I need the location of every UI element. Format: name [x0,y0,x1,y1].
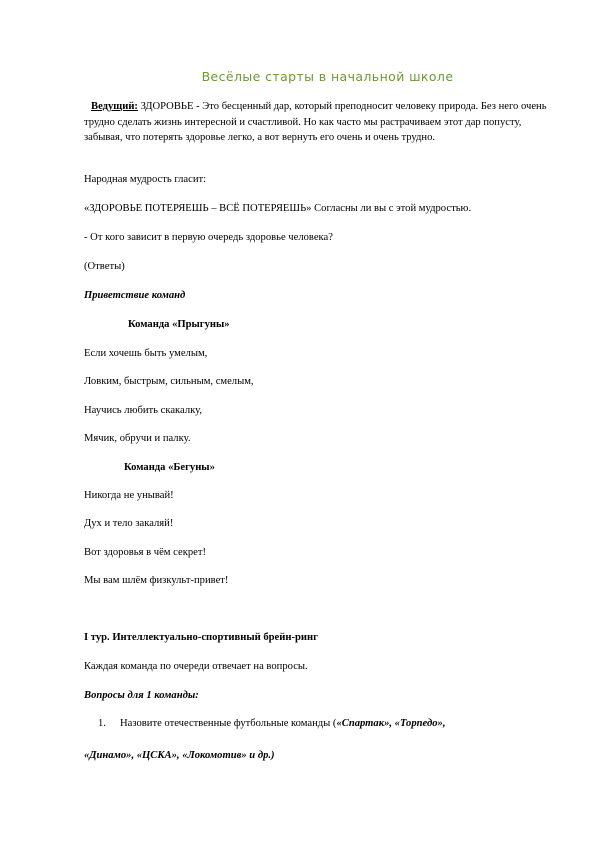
team1-verse-line: Научись любить скакалку, [84,405,202,416]
team1-verse-line: Ловким, быстрым, сильным, смелым, [84,376,254,387]
proverb-line: «ЗДОРОВЬЕ ПОТЕРЯЕШЬ – ВСЁ ПОТЕРЯЕШЬ» Согласны ли вы с этой мудростью. [84,203,472,214]
page-title: Весёлые старты в начальной школе [201,69,454,84]
team1-heading: Команда «Прыгуны» [128,319,230,330]
question-line: - От кого зависит в первую очередь здоровье человека? [84,232,333,243]
intro-paragraph [84,99,554,146]
team2-heading: Команда «Бегуны» [124,462,215,473]
greeting-heading: Приветствие команд [84,290,186,301]
team2-verse-line: Мы вам шлём физкульт-привет! [84,575,229,586]
team1-verse-line: Если хочешь быть умелым, [84,348,208,359]
questions-heading: Вопросы для 1 команды: [84,690,199,701]
question-item [98,718,445,729]
question-continuation: «Динамо», «ЦСКА», «Локомотив» и др.) [84,750,275,761]
round1-description: Каждая команда по очереди отвечает на вопросы. [84,661,308,672]
team2-verse-line: Дух и тело закаляй! [84,518,174,529]
team1-verse-line: Мячик, обручи и палку. [84,433,191,444]
round1-heading: I тур. Интеллектуально-спортивный брейн-ринг [84,632,318,643]
question-answer: «Спартак», «Торпедо», [336,718,446,729]
folk-wisdom-line: Народная мудрость гласит: [84,174,207,185]
team2-verse-line: Вот здоровья в чём секрет! [84,547,206,558]
question-text: Назовите отечественные футбольные команды ( [120,718,337,729]
answers-line: (Ответы) [84,261,125,272]
team2-verse-line: Никогда не унывай! [84,490,174,501]
question-number: 1. [98,718,106,729]
intro-text: ЗДОРОВЬЕ - Это бесценный дар, который преподносит человеку природа. Без него очень трудно сделать жизнь интересной и счастливой. Но как часто мы растрачиваем этот дар попусту, забывая, что потерять здоровье легко, а вот вернуть его очень и очень трудно. [84,101,547,144]
host-label: Ведущий: [91,101,138,112]
